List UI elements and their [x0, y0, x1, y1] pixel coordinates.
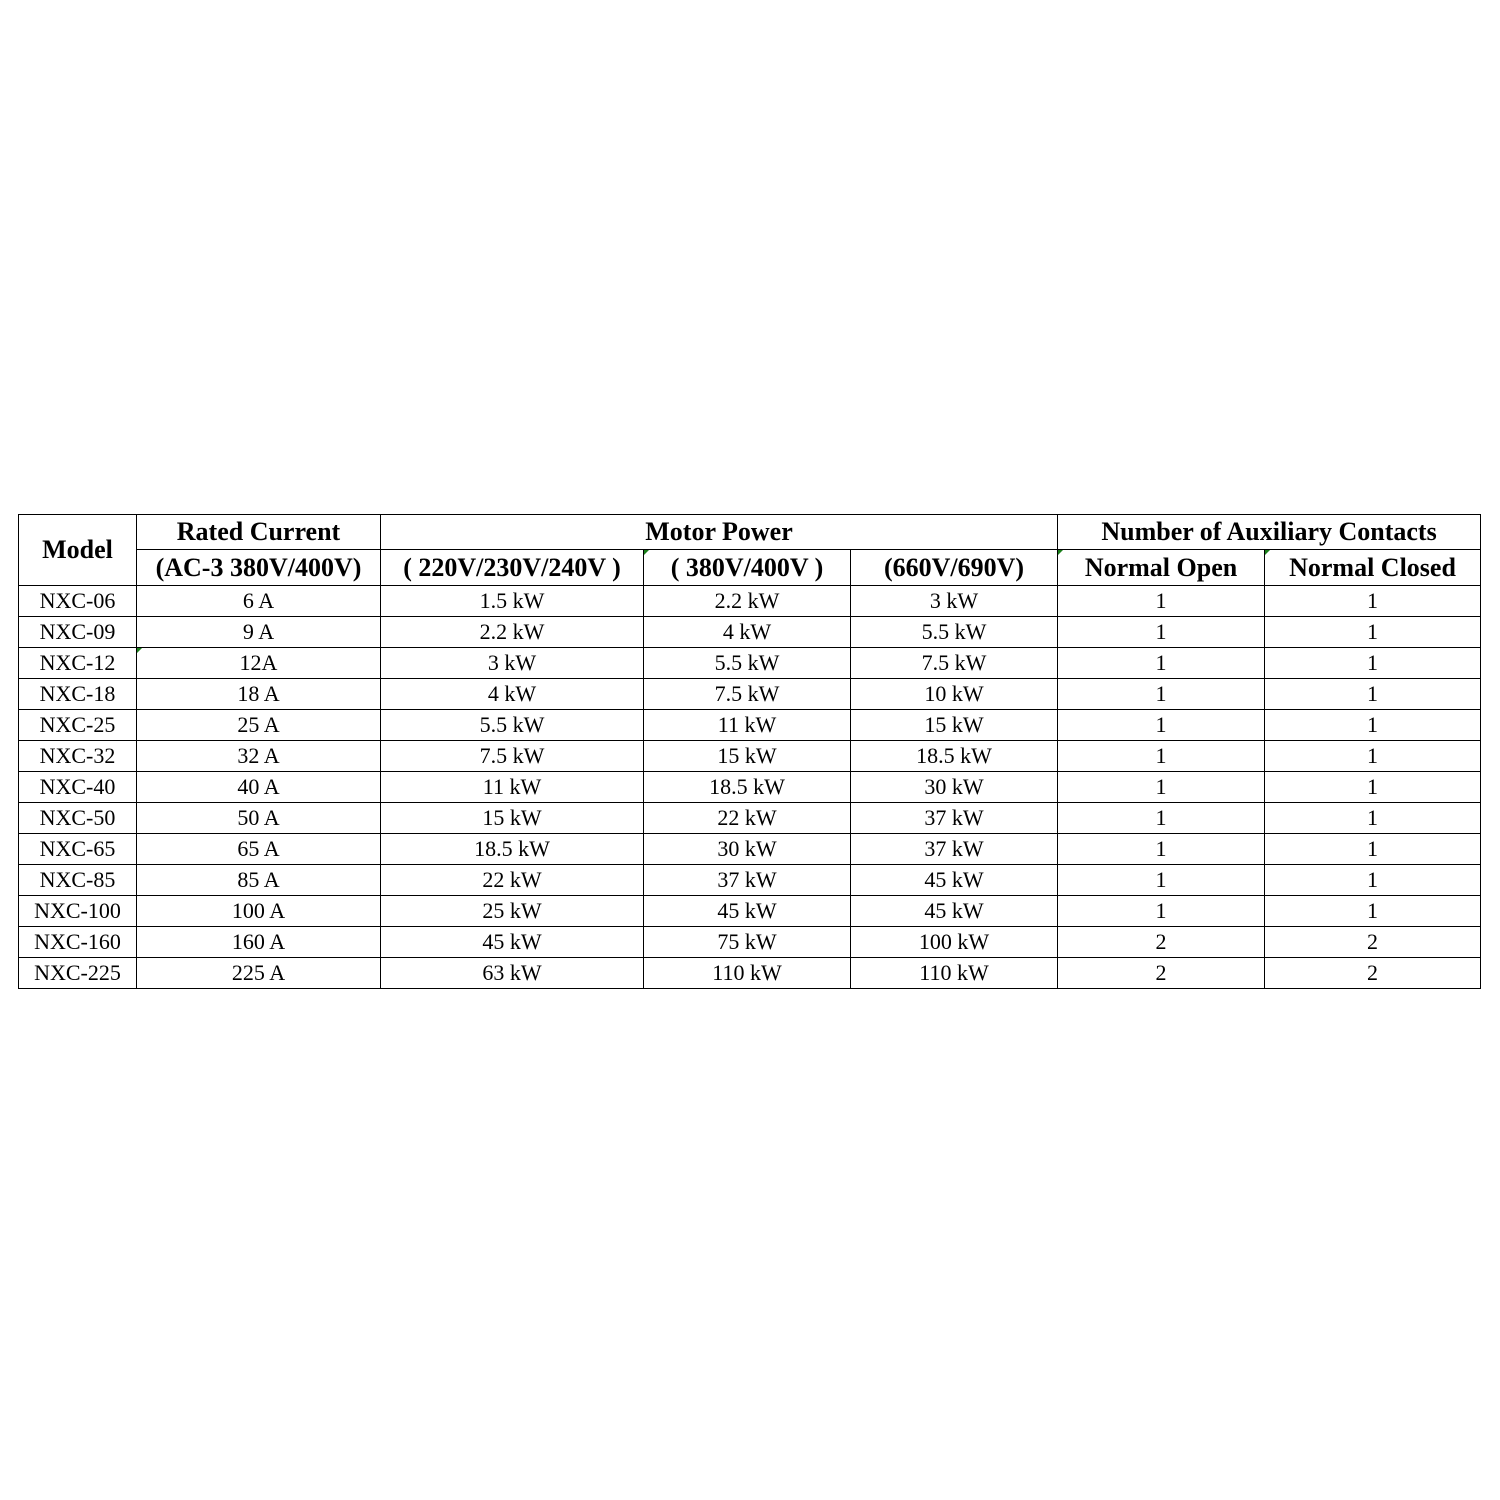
cell-power-380v: 22 kW — [644, 803, 851, 834]
cell-normal-closed: 1 — [1265, 834, 1481, 865]
cell-normal-open: 1 — [1058, 617, 1265, 648]
cell-rated-current: 32 A — [137, 741, 381, 772]
cell-power-660v: 45 kW — [851, 865, 1058, 896]
cell-power-660v: 18.5 kW — [851, 741, 1058, 772]
cell-model: NXC-40 — [19, 772, 137, 803]
cell-normal-closed: 1 — [1265, 648, 1481, 679]
table-row — [19, 865, 1481, 896]
cell-normal-closed: 1 — [1265, 741, 1481, 772]
header-normal-open — [1058, 550, 1265, 586]
header-normal-closed — [1265, 550, 1481, 586]
cell-normal-closed: 1 — [1265, 617, 1481, 648]
cell-normal-closed: 2 — [1265, 958, 1481, 989]
table-row — [19, 586, 1481, 617]
table-header — [19, 515, 1481, 586]
cell-model: NXC-32 — [19, 741, 137, 772]
table-row — [19, 741, 1481, 772]
cell-model: NXC-50 — [19, 803, 137, 834]
cell-model: NXC-65 — [19, 834, 137, 865]
table-row — [19, 896, 1481, 927]
cell-normal-open: 1 — [1058, 648, 1265, 679]
cell-power-380v: 4 kW — [644, 617, 851, 648]
spec-table-container — [18, 514, 1482, 989]
cell-power-380v: 37 kW — [644, 865, 851, 896]
cell-power-220v: 18.5 kW — [381, 834, 644, 865]
cell-normal-open: 1 — [1058, 710, 1265, 741]
cell-normal-open: 1 — [1058, 803, 1265, 834]
cell-power-220v: 11 kW — [381, 772, 644, 803]
cell-power-380v: 18.5 kW — [644, 772, 851, 803]
table-row — [19, 927, 1481, 958]
cell-power-660v: 45 kW — [851, 896, 1058, 927]
table-row — [19, 648, 1481, 679]
cell-power-660v: 37 kW — [851, 803, 1058, 834]
cell-power-380v: 45 kW — [644, 896, 851, 927]
cell-rated-current: 160 A — [137, 927, 381, 958]
cell-rated-current: 9 A — [137, 617, 381, 648]
cell-power-380v: 7.5 kW — [644, 679, 851, 710]
contactor-spec-table — [18, 514, 1481, 989]
cell-power-380v: 2.2 kW — [644, 586, 851, 617]
cell-normal-open: 1 — [1058, 772, 1265, 803]
cell-power-660v: 3 kW — [851, 586, 1058, 617]
cell-power-660v: 37 kW — [851, 834, 1058, 865]
header-normal-open-label: Normal Open — [1084, 552, 1238, 582]
cell-rated-current: 6 A — [137, 586, 381, 617]
cell-power-380v: 15 kW — [644, 741, 851, 772]
cell-comment-marker — [1058, 550, 1063, 555]
header-aux-contacts: Number of Auxiliary Contacts — [1058, 515, 1481, 550]
cell-normal-open: 1 — [1058, 834, 1265, 865]
cell-value: 12A — [239, 650, 278, 675]
cell-normal-open: 2 — [1058, 958, 1265, 989]
cell-model: NXC-12 — [19, 648, 137, 679]
cell-model: NXC-09 — [19, 617, 137, 648]
table-row — [19, 772, 1481, 803]
cell-normal-closed: 1 — [1265, 865, 1481, 896]
cell-power-380v: 75 kW — [644, 927, 851, 958]
table-row — [19, 834, 1481, 865]
cell-power-220v: 7.5 kW — [381, 741, 644, 772]
cell-comment-marker — [137, 648, 142, 653]
cell-normal-open: 1 — [1058, 586, 1265, 617]
cell-normal-closed: 1 — [1265, 586, 1481, 617]
cell-rated-current: 25 A — [137, 710, 381, 741]
cell-comment-marker — [1265, 550, 1270, 555]
cell-comment-marker — [644, 550, 649, 555]
cell-power-220v: 4 kW — [381, 679, 644, 710]
header-rated-current-sub: (AC-3 380V/400V) — [137, 550, 381, 586]
cell-model: NXC-25 — [19, 710, 137, 741]
cell-power-220v: 5.5 kW — [381, 710, 644, 741]
header-mp-220: ( 220V/230V/240V ) — [381, 550, 644, 586]
cell-power-220v: 3 kW — [381, 648, 644, 679]
cell-model: NXC-225 — [19, 958, 137, 989]
header-rated-current: Rated Current — [137, 515, 381, 550]
cell-power-220v: 25 kW — [381, 896, 644, 927]
cell-normal-closed: 1 — [1265, 772, 1481, 803]
cell-power-660v: 100 kW — [851, 927, 1058, 958]
header-mp-660: (660V/690V) — [851, 550, 1058, 586]
cell-normal-closed: 1 — [1265, 803, 1481, 834]
cell-power-660v: 15 kW — [851, 710, 1058, 741]
cell-rated-current: 100 A — [137, 896, 381, 927]
cell-power-220v: 2.2 kW — [381, 617, 644, 648]
cell-rated-current: 85 A — [137, 865, 381, 896]
cell-rated-current — [137, 648, 381, 679]
cell-normal-closed: 1 — [1265, 896, 1481, 927]
cell-model: NXC-100 — [19, 896, 137, 927]
cell-model: NXC-18 — [19, 679, 137, 710]
header-model: Model — [19, 515, 137, 586]
cell-normal-open: 1 — [1058, 679, 1265, 710]
header-mp-380 — [644, 550, 851, 586]
cell-normal-closed: 2 — [1265, 927, 1481, 958]
cell-power-220v: 63 kW — [381, 958, 644, 989]
table-row — [19, 958, 1481, 989]
table-body — [19, 586, 1481, 989]
cell-rated-current: 65 A — [137, 834, 381, 865]
cell-power-220v: 15 kW — [381, 803, 644, 834]
cell-normal-open: 1 — [1058, 896, 1265, 927]
header-normal-closed-label: Normal Closed — [1289, 552, 1456, 582]
cell-power-220v: 1.5 kW — [381, 586, 644, 617]
cell-rated-current: 225 A — [137, 958, 381, 989]
cell-rated-current: 40 A — [137, 772, 381, 803]
cell-power-380v: 30 kW — [644, 834, 851, 865]
cell-model: NXC-160 — [19, 927, 137, 958]
header-row-1 — [19, 515, 1481, 550]
cell-normal-open: 1 — [1058, 741, 1265, 772]
table-row — [19, 617, 1481, 648]
header-row-2 — [19, 550, 1481, 586]
cell-normal-closed: 1 — [1265, 710, 1481, 741]
cell-power-660v: 10 kW — [851, 679, 1058, 710]
cell-power-380v: 5.5 kW — [644, 648, 851, 679]
header-mp-380-label: ( 380V/400V ) — [670, 552, 824, 582]
cell-power-660v: 110 kW — [851, 958, 1058, 989]
cell-power-660v: 5.5 kW — [851, 617, 1058, 648]
table-row — [19, 803, 1481, 834]
cell-rated-current: 18 A — [137, 679, 381, 710]
cell-normal-open: 2 — [1058, 927, 1265, 958]
table-row — [19, 679, 1481, 710]
header-motor-power: Motor Power — [381, 515, 1058, 550]
table-row — [19, 710, 1481, 741]
cell-power-660v: 7.5 kW — [851, 648, 1058, 679]
cell-power-220v: 45 kW — [381, 927, 644, 958]
cell-model: NXC-06 — [19, 586, 137, 617]
cell-power-660v: 30 kW — [851, 772, 1058, 803]
cell-model: NXC-85 — [19, 865, 137, 896]
cell-normal-open: 1 — [1058, 865, 1265, 896]
cell-power-380v: 11 kW — [644, 710, 851, 741]
cell-power-220v: 22 kW — [381, 865, 644, 896]
cell-rated-current: 50 A — [137, 803, 381, 834]
cell-normal-closed: 1 — [1265, 679, 1481, 710]
cell-power-380v: 110 kW — [644, 958, 851, 989]
